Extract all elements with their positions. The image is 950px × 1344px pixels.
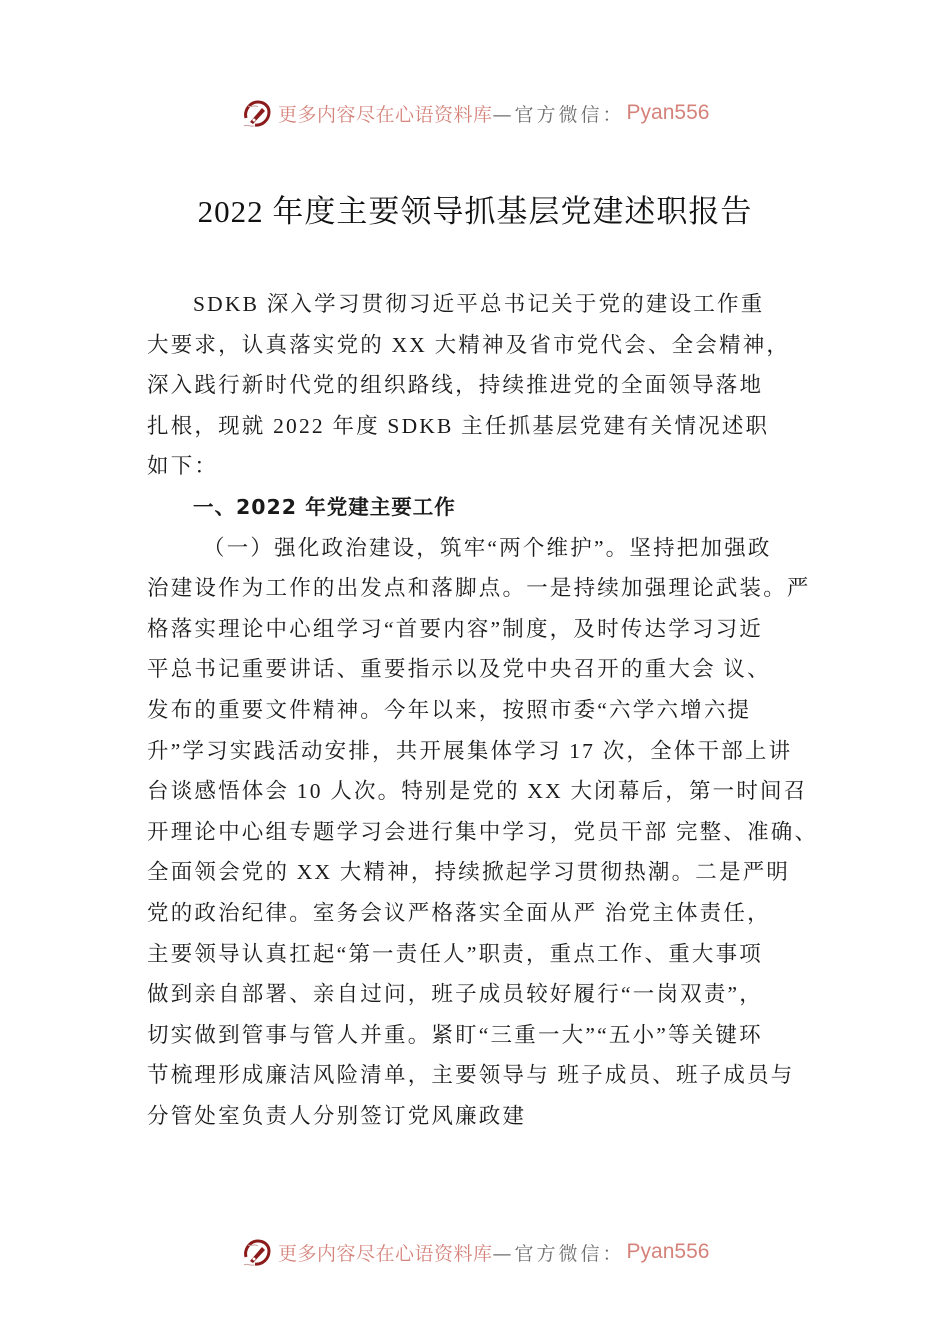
paragraph-line: 深入践行新时代党的组织路线，持续推进党的全面领导落地 xyxy=(147,373,764,398)
paragraph-line: 升”学习实践活动安排，共开展集体学习 17 次，全体干部上讲 xyxy=(147,738,793,763)
paragraph-line: 平总书记重要讲话、重要指示以及党中央召开的重大会 议、 xyxy=(147,657,771,682)
paragraph-line: 格落实理论中心组学习“首要内容”制度，及时传达学习习近 xyxy=(147,616,763,641)
paragraph-line: 开理论中心组专题学习会进行集中学习，党员干部 完整、准确、 xyxy=(147,819,819,844)
paragraph-line: SDKB 深入学习贯彻习近平总书记关于党的建设工作重 xyxy=(193,292,765,316)
document-body xyxy=(147,284,827,1136)
paragraph-line: 大要求，认真落实党的 XX 大精神及省市党代会、全会精神， xyxy=(147,332,791,357)
paragraph-line: 发布的重要文件精神。今年以来，按照市委“六学六增六提 xyxy=(147,697,752,722)
watermark-wechat-id: Pyan556 xyxy=(626,1240,710,1263)
header-watermark xyxy=(240,93,709,133)
paragraph-line: 主要领导认真扛起“第一责任人”职责，重点工作、重大事项 xyxy=(147,941,763,966)
paragraph-line: 扎根，现就 2022 年度 SDKB 主任抓基层党建有关情况述职 xyxy=(147,413,770,438)
subsection-heading-line: （一）强化政治建设，筑牢“两个维护”。坚持把加强政 xyxy=(203,535,772,560)
pen-nib-logo-icon xyxy=(240,1235,274,1269)
paragraph-line: 如下： xyxy=(147,454,219,479)
paragraph-line: 节梳理形成廉洁风险清单，主要领导与 班子成员、班子成员与 xyxy=(147,1063,795,1088)
footer-watermark xyxy=(240,1232,709,1272)
paragraph-line: 做到亲自部署、亲自过问，班子成员较好履行“一岗双责”， xyxy=(147,982,763,1007)
paragraph-line: 台谈感悟体会 10 人次。特别是党的 XX 大闭幕后，第一时间召 xyxy=(147,779,808,804)
document-title: 2022 年度主要领导抓基层党建述职报告 xyxy=(197,194,753,229)
watermark-library-text: 更多内容尽在心语资料库 xyxy=(278,103,493,126)
pen-nib-logo-icon xyxy=(240,96,274,130)
paragraph-line: 分管处室负责人分别签订党风廉政建 xyxy=(147,1103,527,1128)
watermark-library-text: 更多内容尽在心语资料库 xyxy=(278,1242,493,1265)
paragraph-line: 切实做到管事与管人并重。紧盯“三重一大”“五小”等关键环 xyxy=(147,1022,763,1047)
paragraph-line: 党的政治纪律。室务会议严格落实全面从严 治党主体责任， xyxy=(147,900,771,925)
paragraph-line: 全面领会党的 XX 大精神，持续掀起学习贯彻热潮。二是严明 xyxy=(147,860,791,885)
watermark-wechat-label: —官方微信： xyxy=(492,103,625,126)
watermark-wechat-id: Pyan556 xyxy=(626,101,710,124)
paragraph-line: 治建设作为工作的出发点和落脚点。一是持续加强理论武装。严 xyxy=(147,576,811,601)
watermark-wechat-label: —官方微信： xyxy=(492,1242,625,1265)
section-heading: 一、2022 年党建主要工作 xyxy=(193,494,456,519)
